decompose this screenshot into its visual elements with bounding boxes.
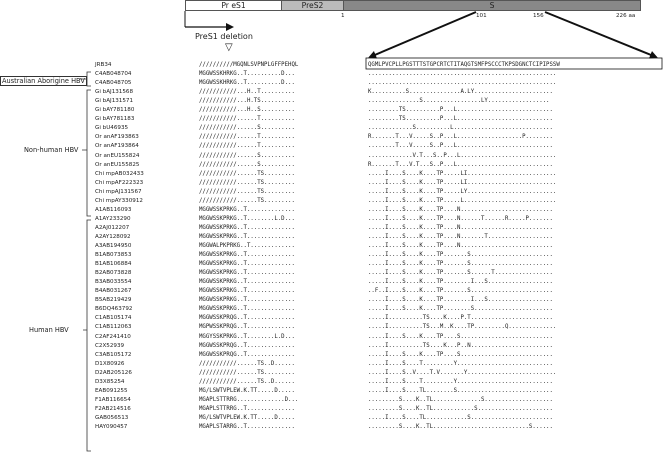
pres1-sequence: ///////////...H..S.......... bbox=[199, 107, 295, 114]
pres1-sequence: MGGWSSKPRKG..T.............. bbox=[199, 288, 295, 295]
sequence-id: Gi bAY781180 bbox=[95, 107, 135, 114]
pres1-sequence: MGGWSSKPRKG..T........L.D... bbox=[199, 215, 295, 222]
pres1-sequence: MGGWALPKPRKG..T............. bbox=[199, 243, 295, 249]
sequence-id: Chi mpAB032433 bbox=[95, 170, 144, 177]
s-region-sequence: .....I..........TS....K....P.T........................ bbox=[368, 315, 553, 322]
s-region-sequence: .....I....S....K....TP.....LI.......................... bbox=[368, 179, 557, 186]
sequence-id: JRB34 bbox=[95, 62, 112, 68]
sequence-id: Gi bU46935 bbox=[95, 125, 129, 132]
sequence-id: C4AB048705 bbox=[95, 80, 132, 87]
pres1-sequence: ///////////......TS......... bbox=[199, 179, 295, 186]
s-region-sequence: .....I..........TS...M..K....TP.........Q.............. bbox=[368, 324, 557, 331]
sequence-id: Gi bAJ131571 bbox=[95, 98, 134, 105]
s-region-sequence: .........TS..........P...L............................ bbox=[368, 116, 553, 123]
pres1-sequence: MGGWSSKPRKG..T.............. bbox=[199, 224, 295, 231]
s-region-sequence: .....I....S....K....TP.......S........................ bbox=[368, 252, 553, 259]
s-region-sequence: ....................................................... bbox=[368, 71, 557, 78]
pres1-sequence: MGAPLSTTRRG..............D... bbox=[199, 396, 299, 403]
sequence-id: D2AB205126 bbox=[95, 369, 132, 376]
sequence-id: B2AB073828 bbox=[95, 270, 132, 277]
s-region-sequence: .....I....S....TL............S........................ bbox=[368, 414, 553, 421]
pres1-sequence: MGGWSSKPRQG..T.............. bbox=[199, 351, 295, 358]
segment-pres2: PreS2 bbox=[281, 0, 343, 11]
s-region-sequence: .....I....S....K....TP....S........................... bbox=[368, 351, 553, 358]
sequence-id: Gi bAJ131568 bbox=[95, 89, 134, 96]
s-region-sequence: .....I....S....K....TP.....L........................... bbox=[368, 197, 557, 204]
s-region-sequence: .............S..........L............................. bbox=[368, 125, 553, 132]
sequence-id: C2AF241410 bbox=[95, 333, 131, 340]
sequence-id: F1AB116654 bbox=[95, 396, 131, 403]
pres1-sequence: MGGWSSKPRKG..T.............. bbox=[199, 233, 295, 240]
s-region-sequence: ...............S.................LY.................. bbox=[368, 98, 550, 105]
bracket-nonhuman bbox=[82, 90, 91, 216]
sequence-id: Gi bAY781183 bbox=[95, 116, 135, 123]
sequence-id: C4AB048704 bbox=[95, 71, 132, 78]
sequence-id: B5AB219429 bbox=[95, 297, 132, 304]
s-region-sequence: QGMLPVCPLLPGSTTTSTGPCRTCTITAQGTSMFPSCCCTKPSDGNCTCIPIPSSW bbox=[368, 62, 560, 68]
pres1-sequence: MGGYSSKPRKG..T........L.D... bbox=[199, 333, 295, 340]
sequence-id: A1AB116093 bbox=[95, 206, 132, 213]
s-region-sequence: R.......T...V.....S..P...L...................P........ bbox=[368, 134, 553, 141]
s-region-sequence: .............V.T...S..P...L............................ bbox=[368, 152, 557, 159]
s-region-sequence: ..F..I....S....K....TP.......S........................ bbox=[368, 288, 553, 295]
sequence-id: C1AB105174 bbox=[95, 315, 132, 322]
segment-pres1: Pr eS1 bbox=[185, 0, 281, 11]
s-region-sequence: .........S....K..TL..............S.................... bbox=[368, 396, 553, 403]
pres1-sequence: MGGWSSKPRKG..T.............. bbox=[199, 297, 295, 304]
sequence-id: B1AB073853 bbox=[95, 252, 132, 259]
sequence-id: C3AB105172 bbox=[95, 351, 132, 358]
sequence-id: Or anEU155825 bbox=[95, 161, 140, 168]
s-region-sequence: .....I....S....K....TP........S....................... bbox=[368, 306, 553, 313]
sequence-id: C1AB112063 bbox=[95, 324, 132, 331]
sequence-id: Chi mpAJ131567 bbox=[95, 188, 142, 195]
pres1-sequence: MGGWSSKPRQG..T.............. bbox=[199, 315, 295, 322]
s-region-sequence: .....I....S....T.........Y............................ bbox=[368, 378, 553, 385]
bracket-human bbox=[83, 220, 91, 451]
pres1-sequence: ///////////......TS......... bbox=[199, 188, 295, 195]
s-region-sequence: .....I....S....TL........S............................ bbox=[368, 387, 553, 394]
pres1-sequence: ///////////...H.TS.......... bbox=[199, 98, 295, 105]
s-region-sequence: .....I....S....K....TP....N........................... bbox=[368, 206, 553, 213]
sequence-id: B6DQ463792 bbox=[95, 306, 133, 313]
s-region-sequence: K..........S...............A.LY....................... bbox=[368, 89, 553, 96]
s-region-sequence: .........TS..........P...L............................ bbox=[368, 107, 553, 114]
pres1-sequence: ///////////......S.......... bbox=[199, 161, 295, 168]
group-label-aborigine: Australian Aborigine HBV bbox=[2, 77, 85, 85]
pres1-sequence: ///////////...H..T.......... bbox=[199, 89, 295, 96]
deletion-label: PreS1 deletion bbox=[195, 32, 253, 41]
sequence-id: C2X52939 bbox=[95, 342, 125, 349]
pres1-sequence: MGGWSSKPRKG..T.............. bbox=[199, 206, 295, 213]
tick-226: 226 aa bbox=[616, 13, 636, 19]
pres1-sequence: MGGWSSKPRKG..T.............. bbox=[199, 279, 295, 286]
pres1-sequence: ///////////......TS..D...... bbox=[199, 360, 295, 367]
s-region-sequence: .....I....S....K....TP.....LY.......................... bbox=[368, 188, 557, 195]
pres1-sequence: ///////////......TS......... bbox=[199, 369, 295, 376]
s-region-sequence: R.......T...V.T...S..P...L............................ bbox=[368, 161, 553, 168]
tick-1: 1 bbox=[341, 13, 345, 19]
pres1-sequence: ///////////......S.......... bbox=[199, 125, 295, 132]
deletion-marker-icon: ▽ bbox=[225, 42, 233, 53]
s-region-sequence: ....................................................... bbox=[368, 80, 557, 87]
s-region-sequence: .....I....S....K....TP....N......T......R.....P....... bbox=[368, 215, 553, 222]
sequence-id: Or anAF193864 bbox=[95, 143, 139, 150]
sequence-id: HAY090457 bbox=[95, 424, 128, 430]
pres1-sequence: ///////////......T.......... bbox=[199, 116, 295, 123]
pres1-sequence: ///////////......S.......... bbox=[199, 152, 295, 159]
sequence-id: A2AY128092 bbox=[95, 233, 131, 240]
pres1-sequence: ///////////......TS......... bbox=[199, 197, 295, 204]
s-region-sequence: .....I....S....K....TP....N.......T................... bbox=[368, 233, 553, 240]
pres1-sequence: MGGWSSKPRKG..T.............. bbox=[199, 306, 295, 313]
s-region-sequence: .....I....S....K....TP.....LI.......................... bbox=[368, 170, 557, 177]
sequence-id: A1AY233290 bbox=[95, 215, 131, 222]
s-region-sequence: .....I....S....K....TP.......S........................ bbox=[368, 261, 553, 268]
s-region-sequence: .....I....S....T.........Y............................ bbox=[368, 360, 553, 367]
sequence-id: B3AB033554 bbox=[95, 279, 132, 286]
sequence-id: D1X80926 bbox=[95, 360, 125, 367]
s-region-sequence: ........T...V.....S..P...L............................ bbox=[368, 143, 553, 150]
sequence-id: B1AB106884 bbox=[95, 261, 132, 268]
s-region-sequence: .....I....S....K....TP........I...S................... bbox=[368, 279, 553, 286]
bracket-aborigine bbox=[79, 72, 91, 86]
s-region-sequence: .........S....K..TL............................S...... bbox=[368, 424, 553, 430]
s-region-sequence: .....I..........TS....K...P..N........................ bbox=[368, 342, 553, 349]
sequence-id: Chi mpAF222323 bbox=[95, 179, 144, 186]
pres1-sequence: MGGWSSKHRKG..T..........D... bbox=[199, 80, 295, 87]
s-region-sequence: .....I....S....K....TP........I...S................... bbox=[368, 297, 553, 304]
tick-156: 156 bbox=[533, 13, 544, 19]
sequence-id: A3AB194950 bbox=[95, 243, 132, 249]
s-region-sequence: .........S....K..TL............S...................... bbox=[368, 405, 553, 412]
segment-s: S bbox=[343, 0, 641, 11]
s-region-sequence: .....I....S....K....TP.......S......T................. bbox=[368, 270, 553, 277]
tick-101: 101 bbox=[476, 13, 487, 19]
s-region-sequence: .....I....S..V....T.V.......Y.......................... bbox=[368, 369, 557, 376]
sequence-id: B4AB031267 bbox=[95, 288, 132, 295]
sequence-id: Or anAF193863 bbox=[95, 134, 139, 141]
pres1-sequence: MGGWSSKPRKG..T.............. bbox=[199, 270, 295, 277]
group-label-nonhuman: Non-human HBV bbox=[24, 146, 79, 154]
pres1-sequence: MG/LSWTVPLEW.K.TT.....D..... bbox=[199, 387, 295, 394]
sequence-id: D3X85254 bbox=[95, 378, 125, 385]
pres1-sequence: MGGWSSKPRKG..T.............. bbox=[199, 252, 295, 259]
group-label-human: Human HBV bbox=[29, 326, 69, 334]
pres1-sequence: MGAPLSTTRRG..T.............. bbox=[199, 405, 295, 412]
pres1-sequence: MGGWSSKHRKG..T..........D... bbox=[199, 71, 295, 78]
sequence-id: GAB056513 bbox=[95, 414, 129, 421]
s-region-sequence: .....I....S....K....TP....N........................... bbox=[368, 243, 553, 249]
pres1-sequence: ///////////......TS..D...... bbox=[199, 378, 295, 385]
pres1-sequence: MG/LSWTVPLEW.K.TT.....D..... bbox=[199, 414, 295, 421]
sequence-id: EAB091255 bbox=[95, 387, 128, 394]
s-region-sequence: .....I....S....K....TP....S........................... bbox=[368, 333, 553, 340]
pres1-sequence: ///////////......TS......... bbox=[199, 170, 295, 177]
sequence-id: A2AJ012207 bbox=[95, 224, 130, 231]
sequence-id: F2AB214516 bbox=[95, 405, 131, 412]
pres1-sequence: MGAPLSTARRG..T.............. bbox=[199, 424, 295, 430]
sequence-id: Or anEU155824 bbox=[95, 152, 140, 159]
pres1-sequence: MGGWSSKPRQG..T.............. bbox=[199, 342, 295, 349]
sequence-id: Chi mpAY330912 bbox=[95, 197, 143, 204]
pres1-sequence: MGPWSSKPRQG..T.............. bbox=[199, 324, 295, 331]
pres1-sequence: MGGWSSKPRKG..T.............. bbox=[199, 261, 295, 268]
pres1-sequence: ///////////......T.......... bbox=[199, 143, 295, 150]
pres1-sequence: //////////MGQNLSVPNPLGFFPEHQL bbox=[199, 62, 299, 68]
s-region-sequence: .....I....S....K....TP....N........................... bbox=[368, 224, 553, 231]
pres1-sequence: ///////////......T.......... bbox=[199, 134, 295, 141]
